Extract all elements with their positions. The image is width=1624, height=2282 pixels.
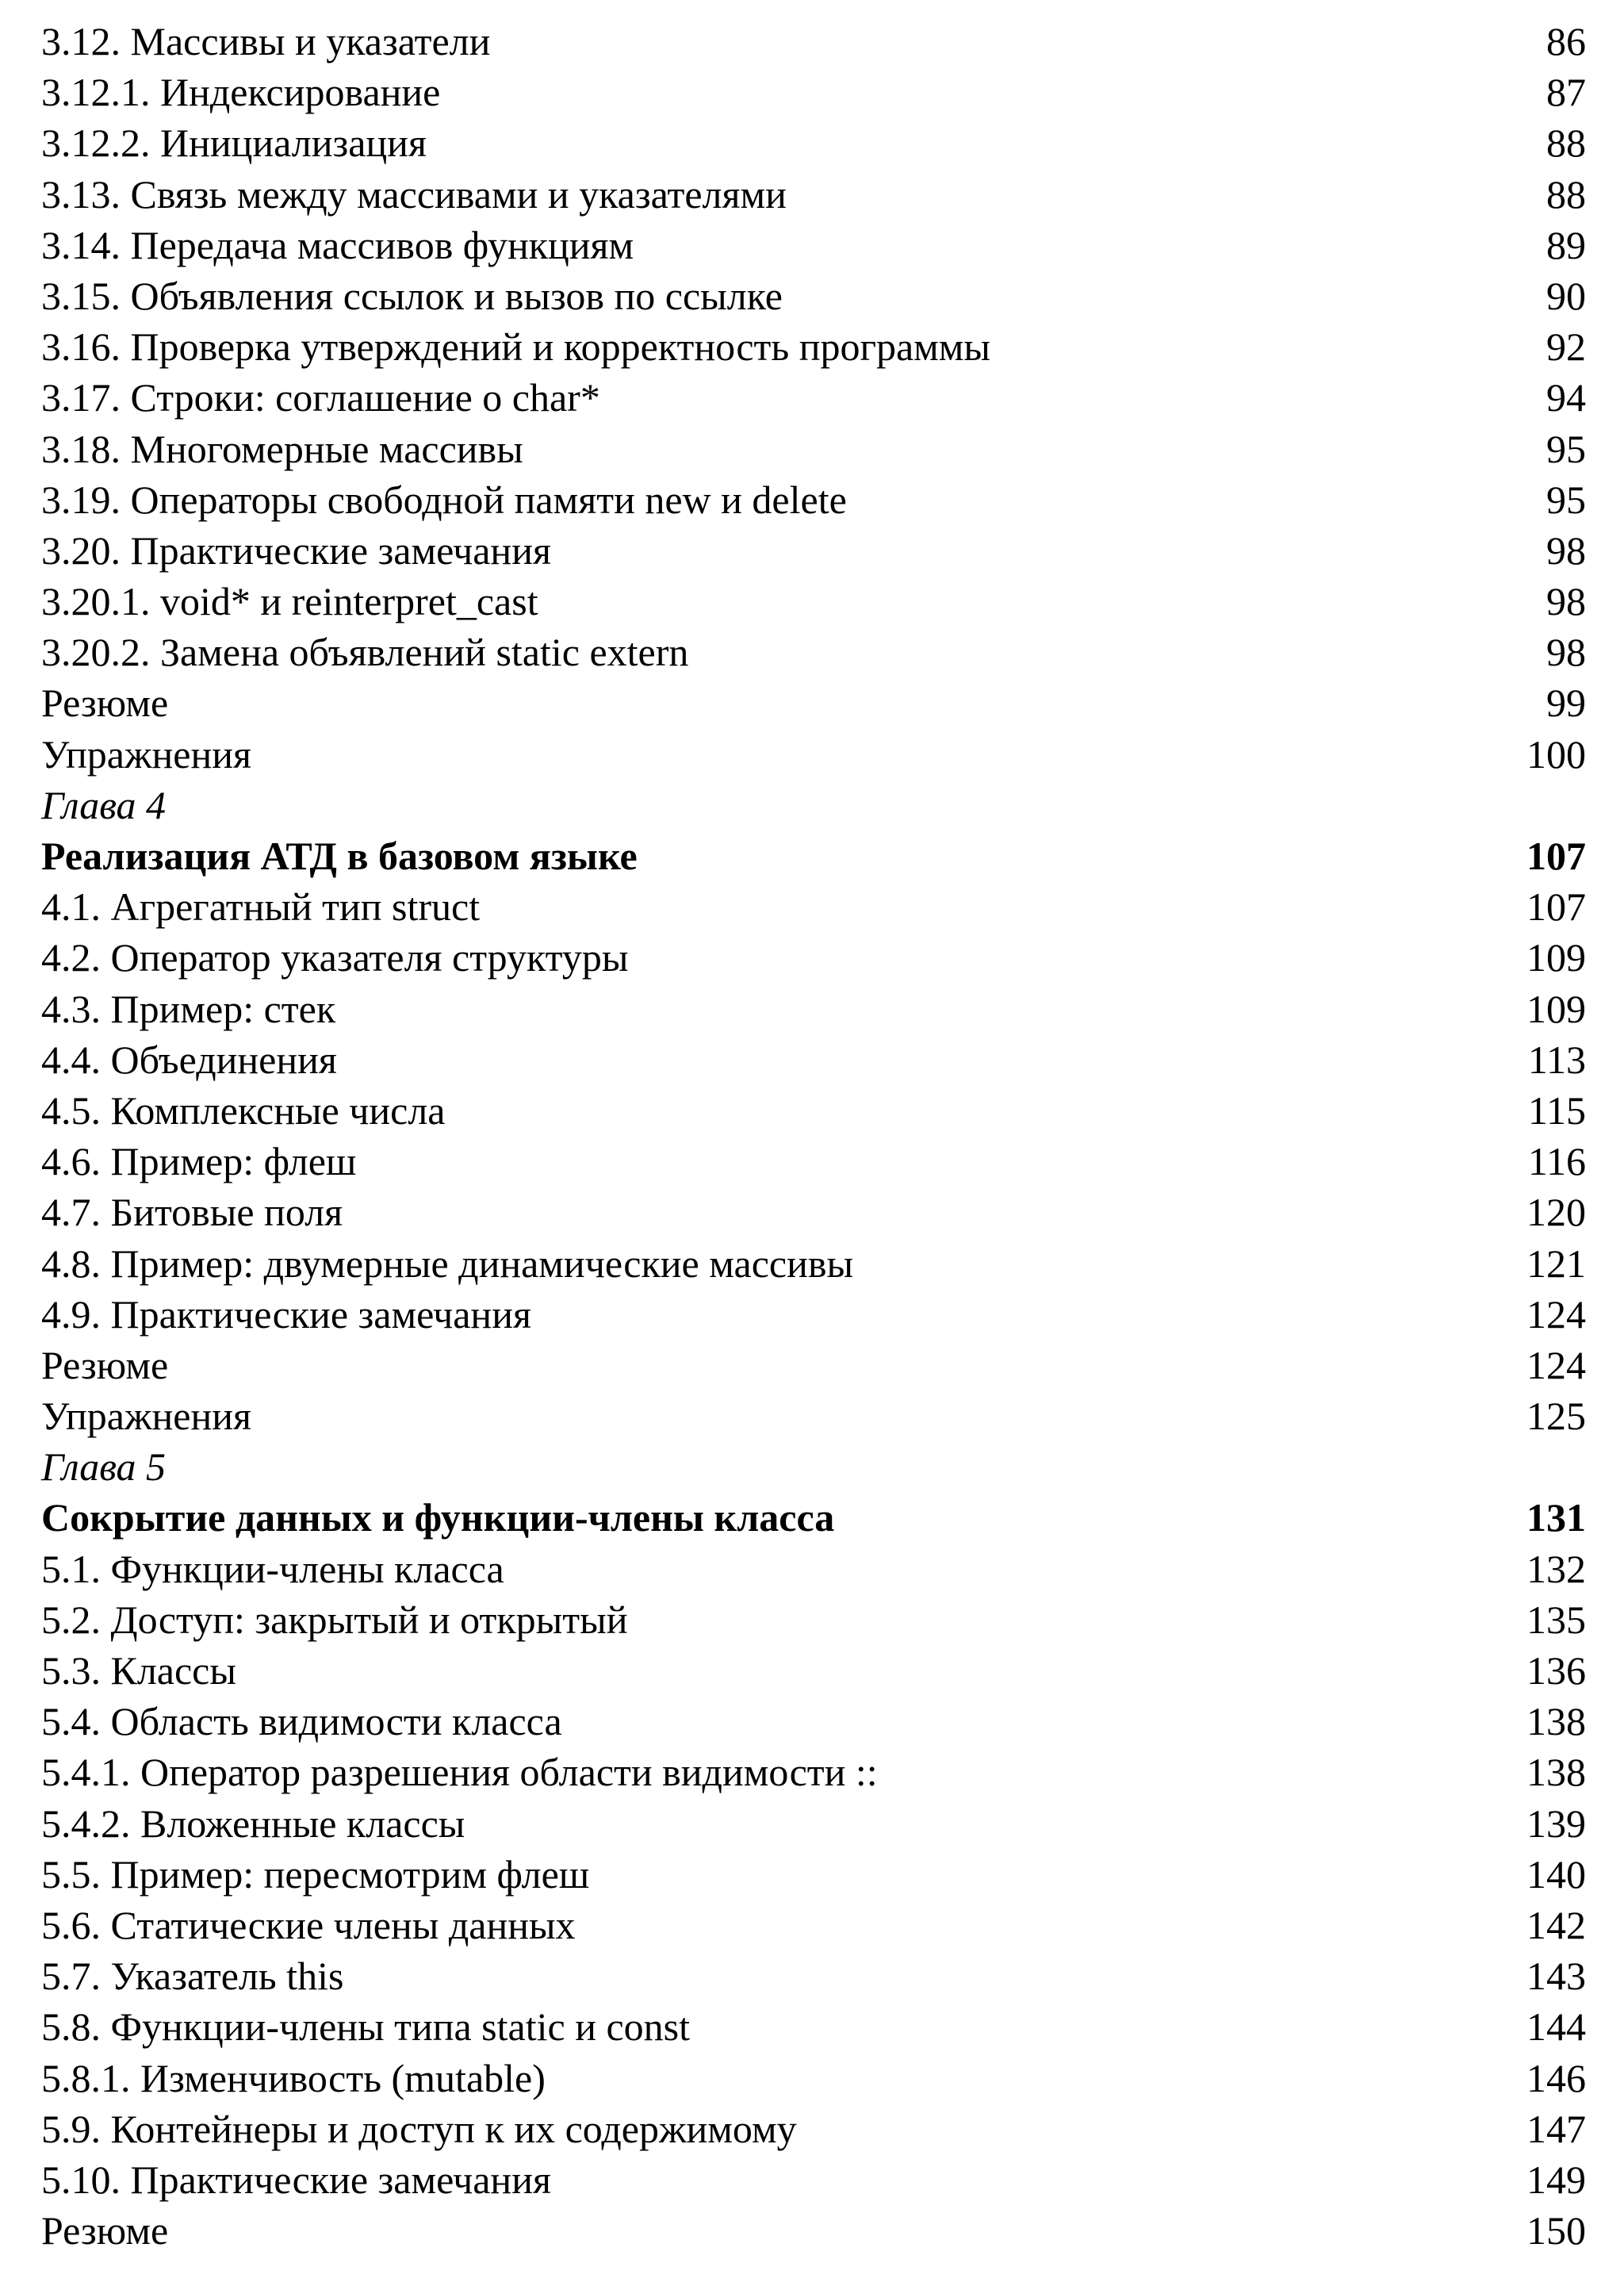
toc-entry <box>41 2053 1586 2104</box>
toc-entry-title: 4.5. Комплексные числа <box>41 1087 446 1133</box>
toc-page-number: 88 <box>1546 171 1586 217</box>
toc-entry <box>41 2154 1586 2205</box>
toc-entry-title: 4.8. Пример: двумерные динамические массивы <box>41 1241 854 1286</box>
toc-entry <box>41 1849 1586 1900</box>
toc-entry-title: 3.12.2. Инициализация <box>41 121 427 166</box>
toc-page-number: 90 <box>1546 273 1586 318</box>
chapter-label <box>41 780 1586 830</box>
toc-entry <box>41 67 1586 117</box>
toc-entry <box>41 372 1586 423</box>
toc-page-number: 140 <box>1526 1851 1586 1897</box>
toc-page-number: 86 <box>1546 19 1586 63</box>
toc-entry-title: Реализация АТД в базовом языке <box>41 834 638 878</box>
toc-entry <box>41 1594 1586 1645</box>
toc-entry <box>41 16 1586 67</box>
toc-entry-title: Резюме <box>41 1342 169 1387</box>
toc-page-number: 132 <box>1526 1546 1586 1591</box>
toc-entry-title: 5.4.1. Оператор разрешения области видимости :: <box>41 1750 878 1795</box>
toc-entry <box>41 1900 1586 1950</box>
toc-page-number: 143 <box>1526 1954 1586 1999</box>
toc-entry <box>41 1340 1586 1390</box>
toc-entry-title: 3.20.1. void* и reinterpret_cast <box>41 579 538 624</box>
toc-entry <box>41 1289 1586 1340</box>
toc-page-number: 100 <box>1526 731 1586 777</box>
toc-entry-title: 5.7. Указатель this <box>41 1954 344 1999</box>
toc-entry-title: 5.8.1. Изменчивость (mutable) <box>41 2055 546 2100</box>
toc-entry-title: Глава 5 <box>41 1444 167 1490</box>
toc-entry-title: 3.13. Связь между массивами и указателями <box>41 171 787 217</box>
toc-entry <box>41 932 1586 983</box>
toc-page-number: 120 <box>1526 1190 1586 1235</box>
toc-entry-title: 3.18. Многомерные массивы <box>41 426 523 471</box>
toc-page-number: 121 <box>1526 1241 1586 1286</box>
toc-page-number: 107 <box>1526 884 1586 930</box>
toc-entry <box>41 2104 1586 2154</box>
toc-entry-title: 4.9. Практические замечания <box>41 1291 531 1337</box>
toc-page-number: 142 <box>1526 1902 1586 1947</box>
toc-entry-title: 4.1. Агрегатный тип struct <box>41 884 481 930</box>
toc-page-number: 149 <box>1526 2157 1586 2202</box>
toc-entry-title: Сокрытие данных и функции-члены класса <box>41 1495 835 1540</box>
toc-page-number: 124 <box>1526 1342 1586 1387</box>
toc-entry <box>41 169 1586 220</box>
toc-entry-title: 3.20. Практические замечания <box>41 527 551 573</box>
toc-entry-title: 5.8. Функции-члены типа static и const <box>41 2004 690 2050</box>
toc-entry <box>41 1187 1586 1237</box>
toc-entry <box>41 1390 1586 1441</box>
toc-page-number: 136 <box>1526 1648 1586 1693</box>
toc-page-number: 99 <box>1546 681 1586 726</box>
toc-entry <box>41 1238 1586 1289</box>
toc-entry <box>41 2205 1586 2256</box>
toc-page-number: 95 <box>1546 426 1586 471</box>
toc-entry-title: 3.14. Передача массивов функциям <box>41 222 634 267</box>
toc-entry <box>41 321 1586 372</box>
toc-page-number: 107 <box>1526 834 1586 878</box>
toc-entry-title: Резюме <box>41 681 169 726</box>
toc-entry <box>41 1544 1586 1594</box>
toc-page-number: 92 <box>1546 324 1586 370</box>
toc-entry-title: 3.19. Операторы свободной памяти new и delete <box>41 477 847 522</box>
toc-page-number: 135 <box>1526 1597 1586 1642</box>
toc-entry-title: 5.5. Пример: пересмотрим флеш <box>41 1851 590 1897</box>
toc-entry-title: 5.6. Статические члены данных <box>41 1902 576 1947</box>
toc-page-number: 131 <box>1526 1495 1586 1540</box>
toc-entry <box>41 1085 1586 1136</box>
toc-entry <box>41 627 1586 677</box>
toc-page-number: 109 <box>1526 935 1586 980</box>
toc-entry-title: 5.4.2. Вложенные классы <box>41 1801 465 1846</box>
toc-entry-title: 4.6. Пример: флеш <box>41 1139 357 1184</box>
toc-page-number: 138 <box>1526 1750 1586 1795</box>
toc-entry <box>41 1645 1586 1696</box>
chapter-title <box>41 830 1586 881</box>
toc-page-number: 94 <box>1546 375 1586 420</box>
toc-page-number: 98 <box>1546 630 1586 675</box>
toc-page-number: 95 <box>1546 477 1586 522</box>
toc-entry <box>41 1747 1586 1797</box>
toc-page-number: 124 <box>1526 1291 1586 1337</box>
toc-page-number: 150 <box>1526 2208 1586 2253</box>
toc-entry <box>41 1034 1586 1085</box>
toc-page-number: 144 <box>1526 2004 1586 2050</box>
chapter-label <box>41 1441 1586 1492</box>
toc-entry <box>41 984 1586 1034</box>
toc-entry <box>41 576 1586 627</box>
toc-page-number: 116 <box>1527 1139 1586 1184</box>
toc-entry-title: 3.15. Объявления ссылок и вызов по ссылке <box>41 273 783 318</box>
toc-page-number: 125 <box>1526 1394 1586 1439</box>
toc-entry-title: Упражнения <box>41 731 251 777</box>
toc-entry <box>41 117 1586 168</box>
toc-entry-title: 3.20.2. Замена объявлений static extern <box>41 630 689 675</box>
toc-entry-title: 5.1. Функции-члены класса <box>41 1546 504 1591</box>
toc-page-number: 147 <box>1526 2106 1586 2151</box>
toc-page-number: 109 <box>1526 986 1586 1031</box>
toc-page-number: 139 <box>1526 1801 1586 1846</box>
toc-entry-title: 3.12.1. Индексирование <box>41 70 441 115</box>
toc-entry-title: 3.17. Строки: соглашение о char* <box>41 375 600 420</box>
toc-entry <box>41 1798 1586 1849</box>
toc-entry-title: 5.9. Контейнеры и доступ к их содержимому <box>41 2106 797 2151</box>
toc-entry <box>41 881 1586 932</box>
toc-entry <box>41 677 1586 728</box>
toc-entry-title: 3.12. Массивы и указатели <box>41 19 491 63</box>
toc-page-number: 113 <box>1527 1037 1586 1082</box>
toc-entry-title: Упражнения <box>41 1394 251 1439</box>
toc-page-number: 88 <box>1546 121 1586 166</box>
toc-entry <box>41 220 1586 270</box>
toc-entry-title: 5.3. Классы <box>41 1648 236 1693</box>
table-of-contents <box>41 16 1586 2256</box>
toc-entry-title: 5.10. Практические замечания <box>41 2157 551 2202</box>
toc-entry-title: 4.7. Битовые поля <box>41 1190 343 1235</box>
toc-page-number: 115 <box>1527 1087 1586 1133</box>
toc-page-number: 138 <box>1526 1699 1586 1744</box>
toc-page-number: 98 <box>1546 527 1586 573</box>
toc-entry <box>41 525 1586 576</box>
toc-entry <box>41 1950 1586 2001</box>
toc-page-number: 98 <box>1546 579 1586 624</box>
toc-entry <box>41 1696 1586 1747</box>
toc-entry <box>41 424 1586 474</box>
toc-entry-title: 5.2. Доступ: закрытый и открытый <box>41 1597 628 1642</box>
toc-entry-title: 4.3. Пример: стек <box>41 986 336 1031</box>
toc-entry-title: 3.16. Проверка утверждений и корректность программы <box>41 324 991 370</box>
toc-entry-title: 5.4. Область видимости класса <box>41 1699 562 1744</box>
toc-entry <box>41 2001 1586 2052</box>
toc-entry-title: 4.2. Оператор указателя структуры <box>41 935 629 980</box>
toc-entry-title: Глава 4 <box>41 782 167 827</box>
chapter-title <box>41 1492 1586 1543</box>
toc-entry <box>41 1136 1586 1187</box>
toc-entry <box>41 474 1586 525</box>
toc-entry-title: 4.4. Объединения <box>41 1037 337 1082</box>
toc-entry-title: Резюме <box>41 2208 169 2253</box>
toc-page-number: 87 <box>1546 70 1586 115</box>
toc-page-number: 146 <box>1526 2055 1586 2100</box>
toc-entry <box>41 729 1586 780</box>
toc-entry <box>41 270 1586 321</box>
toc-page-number: 89 <box>1546 222 1586 267</box>
